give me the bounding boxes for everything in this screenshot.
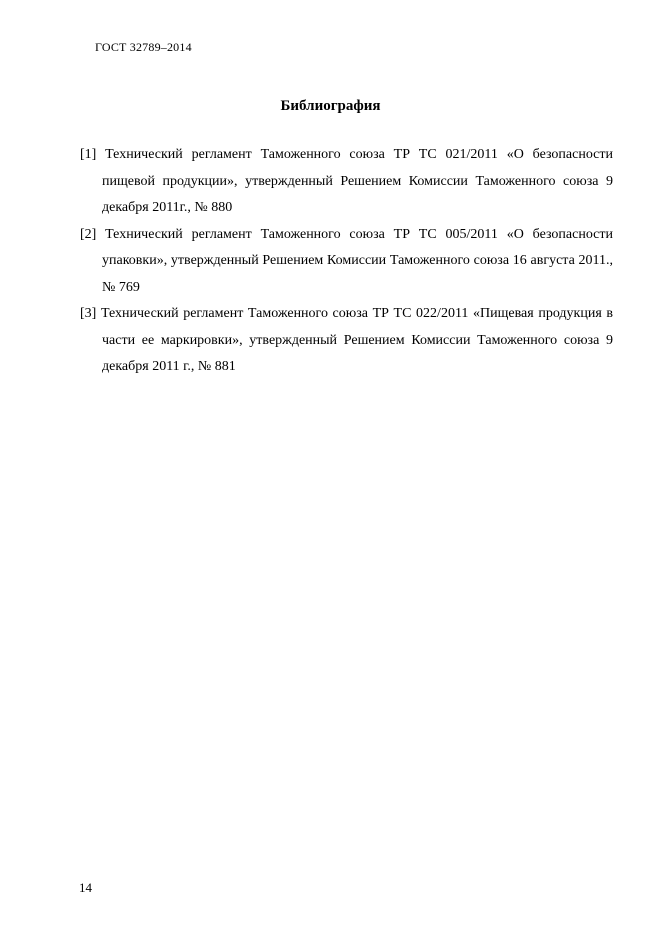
page-title: Библиография: [280, 98, 381, 114]
bibliography-item: [1] Технический регламент Таможенного союза ТР ТС 021/2011 «О безопасности пищевой продукции», утвержденный Решением Комиссии Таможенного союза 9 декабря 2011г., № 880: [80, 147, 613, 215]
document-code-header: ГОСТ 32789–2014: [95, 40, 192, 54]
page-number: 14: [79, 880, 92, 895]
bibliography-item: [3] Технический регламент Таможенного союза ТР ТС 022/2011 «Пищевая продукция в части ее маркировки», утвержденный Решением Комиссии Таможенного союза 9 декабря 2011 г., № 881: [80, 306, 613, 374]
bibliography-list: [80, 142, 613, 381]
bibliography-item: [2] Технический регламент Таможенного союза ТР ТС 005/2011 «О безопасности упаковки», утвержденный Решением Комиссии Таможенного союза 16 августа 2011., № 769: [80, 226, 613, 295]
